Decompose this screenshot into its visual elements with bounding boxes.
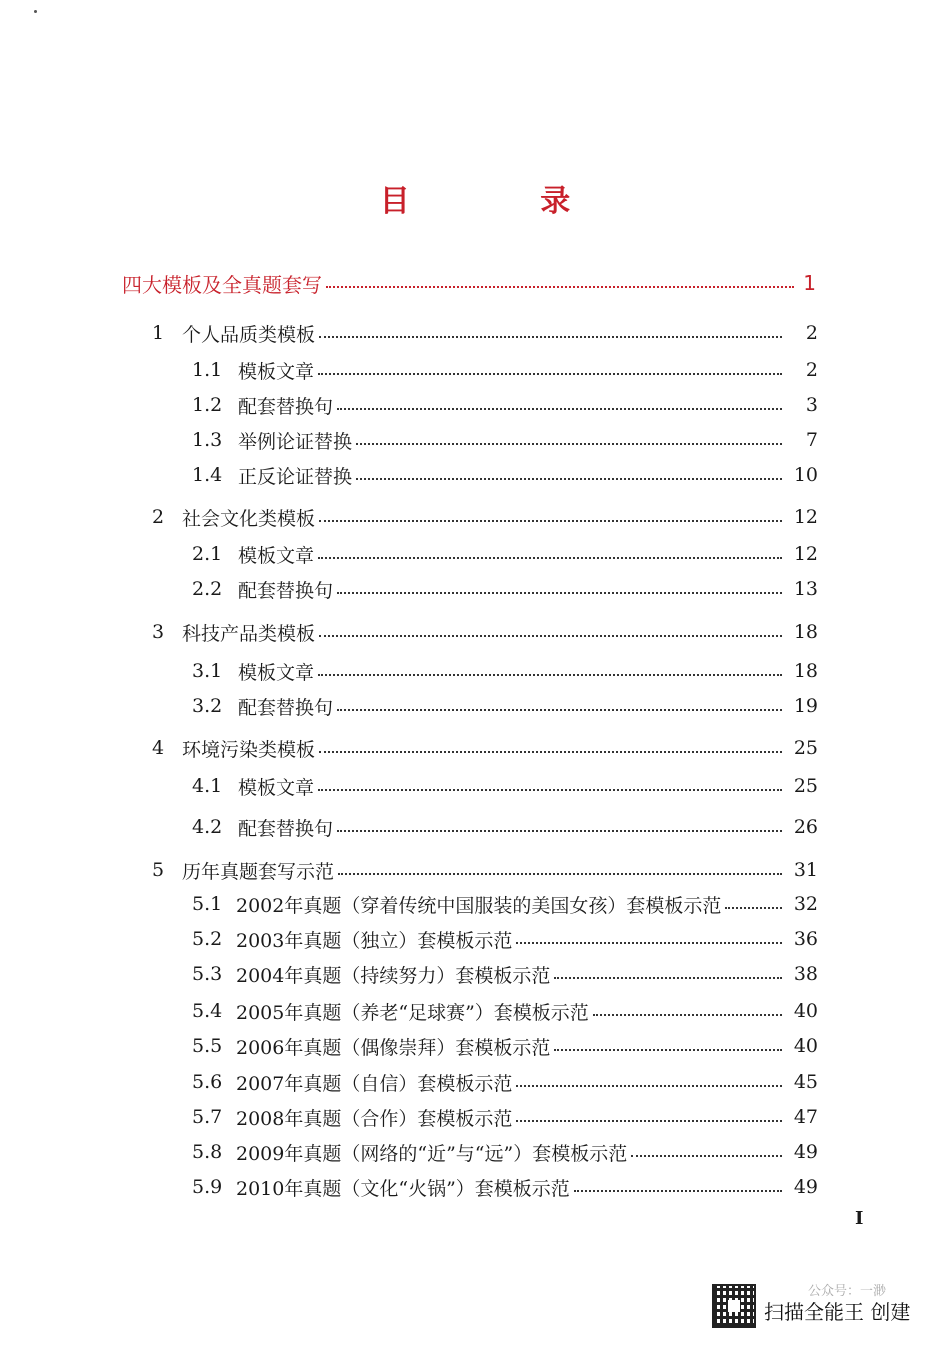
toc-section-entry[interactable] bbox=[192, 1102, 818, 1132]
toc-section-page: 3 bbox=[805, 394, 818, 416]
toc-leader-dots bbox=[318, 371, 782, 375]
toc-section-entry[interactable] bbox=[192, 1067, 818, 1097]
toc-chapter-page: 12 bbox=[793, 506, 818, 528]
toc-section-entry[interactable] bbox=[192, 996, 818, 1026]
toc-section-number: 5.6 bbox=[192, 1071, 223, 1093]
toc-section-number: 4.2 bbox=[192, 816, 223, 838]
toc-section-label: 2006年真题（偶像崇拜）套模板示范 bbox=[236, 1036, 551, 1059]
toc-part-label: 四大模板及全真题套写 bbox=[122, 272, 322, 297]
toc-section-page: 10 bbox=[793, 464, 818, 486]
toc-leader-dots bbox=[319, 518, 782, 522]
toc-chapter-number: 1 bbox=[152, 322, 165, 344]
toc-chapter-number: 2 bbox=[152, 506, 165, 528]
toc-section-label: 模板文章 bbox=[238, 776, 315, 799]
toc-leader-dots bbox=[338, 871, 782, 875]
toc-section-entry[interactable] bbox=[192, 959, 818, 989]
toc-part-page: 1 bbox=[803, 271, 816, 295]
toc-section-page: 7 bbox=[805, 429, 818, 451]
toc-section-page: 47 bbox=[793, 1106, 818, 1128]
toc-section-label: 模板文章 bbox=[238, 360, 315, 383]
toc-section-label: 举例论证替换 bbox=[238, 430, 353, 453]
toc-section-label: 2009年真题（网络的“近”与“远”）套模板示范 bbox=[236, 1142, 628, 1165]
toc-section-label: 正反论证替换 bbox=[238, 465, 353, 488]
toc-section-number: 4.1 bbox=[192, 775, 223, 797]
toc-section-page: 38 bbox=[793, 963, 818, 985]
toc-leader-dots bbox=[516, 1118, 782, 1122]
toc-leader-dots bbox=[554, 1047, 782, 1051]
toc-section-label: 2002年真题（穿着传统中国服装的美国女孩）套模板示范 bbox=[236, 894, 722, 917]
toc-chapter-label: 历年真题套写示范 bbox=[182, 860, 335, 883]
toc-section-number: 5.2 bbox=[192, 928, 223, 950]
toc-section-entry[interactable] bbox=[192, 656, 818, 686]
toc-section-page: 40 bbox=[793, 1035, 818, 1057]
toc-section-number: 5.1 bbox=[192, 893, 223, 915]
toc-section-label: 2005年真题（养老“足球赛”）套模板示范 bbox=[236, 1001, 589, 1024]
toc-leader-dots bbox=[593, 1012, 782, 1016]
toc-chapter-entry[interactable] bbox=[152, 318, 818, 348]
toc-section-number: 5.5 bbox=[192, 1035, 223, 1057]
toc-section-number: 1.1 bbox=[192, 359, 223, 381]
toc-section-entry[interactable] bbox=[192, 539, 818, 569]
toc-chapter-entry[interactable] bbox=[152, 617, 818, 647]
toc-section-entry[interactable] bbox=[192, 460, 818, 490]
toc-section-entry[interactable] bbox=[192, 889, 818, 919]
toc-section-number: 5.4 bbox=[192, 1000, 223, 1022]
toc-leader-dots bbox=[554, 975, 782, 979]
toc-section-page: 19 bbox=[793, 695, 818, 717]
page-number: I bbox=[855, 1208, 864, 1229]
toc-section-number: 5.9 bbox=[192, 1176, 223, 1198]
toc-section-label: 配套替换句 bbox=[238, 817, 334, 840]
toc-chapter-label: 个人品质类模板 bbox=[182, 323, 316, 346]
toc-section-number: 5.8 bbox=[192, 1141, 223, 1163]
toc-section-page: 12 bbox=[793, 543, 818, 565]
toc-section-page: 49 bbox=[793, 1176, 818, 1198]
toc-leader-dots bbox=[337, 707, 782, 711]
toc-section-page: 49 bbox=[793, 1141, 818, 1163]
toc-section-label: 2003年真题（独立）套模板示范 bbox=[236, 929, 513, 952]
toc-leader-dots bbox=[337, 406, 782, 410]
toc-chapter-entry[interactable] bbox=[152, 733, 818, 763]
toc-chapter-label: 环境污染类模板 bbox=[182, 738, 316, 761]
toc-section-number: 1.4 bbox=[192, 464, 223, 486]
toc-section-page: 32 bbox=[793, 893, 818, 915]
toc-leader-dots bbox=[318, 555, 782, 559]
toc-leader-dots bbox=[318, 787, 782, 791]
toc-section-number: 5.3 bbox=[192, 963, 223, 985]
toc-leader-dots bbox=[326, 284, 794, 288]
toc-leader-dots bbox=[319, 334, 782, 338]
toc-leader-dots bbox=[337, 590, 782, 594]
toc-section-label: 2007年真题（自信）套模板示范 bbox=[236, 1072, 513, 1095]
toc-section-entry[interactable] bbox=[192, 574, 818, 604]
toc-section-entry[interactable] bbox=[192, 1137, 818, 1167]
toc-section-page: 2 bbox=[805, 359, 818, 381]
toc-chapter-entry[interactable] bbox=[152, 855, 818, 885]
toc-section-entry[interactable] bbox=[192, 1031, 818, 1061]
toc-section-page: 13 bbox=[793, 578, 818, 600]
page-title: 目 录 bbox=[379, 184, 631, 219]
toc-leader-dots bbox=[516, 1083, 782, 1087]
toc-chapter-page: 18 bbox=[793, 621, 818, 643]
toc-section-number: 3.1 bbox=[192, 660, 223, 682]
toc-leader-dots bbox=[337, 828, 782, 832]
toc-section-number: 2.1 bbox=[192, 543, 223, 565]
toc-section-label: 配套替换句 bbox=[238, 579, 334, 602]
toc-section-number: 2.2 bbox=[192, 578, 223, 600]
watermark-text: 公众号：一渺 bbox=[808, 1284, 887, 1299]
toc-chapter-page: 2 bbox=[805, 322, 818, 344]
toc-section-page: 25 bbox=[793, 775, 818, 797]
toc-section-label: 2010年真题（文化“火锅”）套模板示范 bbox=[236, 1177, 570, 1200]
toc-section-page: 36 bbox=[793, 928, 818, 950]
scanner-footer bbox=[712, 1282, 932, 1332]
toc-section-label: 模板文章 bbox=[238, 544, 315, 567]
toc-chapter-label: 科技产品类模板 bbox=[182, 622, 316, 645]
toc-leader-dots bbox=[631, 1153, 782, 1157]
toc-section-page: 40 bbox=[793, 1000, 818, 1022]
toc-part-entry[interactable] bbox=[122, 268, 816, 298]
toc-leader-dots bbox=[318, 672, 782, 676]
toc-section-page: 26 bbox=[793, 816, 818, 838]
toc-leader-dots bbox=[356, 476, 782, 480]
toc-leader-dots bbox=[516, 940, 782, 944]
corner-mark bbox=[34, 10, 37, 13]
toc-leader-dots bbox=[319, 633, 782, 637]
toc-section-number: 1.3 bbox=[192, 429, 223, 451]
toc-section-number: 5.7 bbox=[192, 1106, 223, 1128]
toc-section-label: 模板文章 bbox=[238, 661, 315, 684]
toc-chapter-label: 社会文化类模板 bbox=[182, 507, 316, 530]
toc-chapter-page: 25 bbox=[793, 737, 818, 759]
toc-section-page: 45 bbox=[793, 1071, 818, 1093]
toc-chapter-number: 4 bbox=[152, 737, 165, 759]
toc-section-entry[interactable] bbox=[192, 771, 818, 801]
toc-leader-dots bbox=[356, 441, 782, 445]
toc-section-label: 2008年真题（合作）套模板示范 bbox=[236, 1107, 513, 1130]
toc-section-entry[interactable] bbox=[192, 1172, 818, 1202]
toc-chapter-number: 5 bbox=[152, 859, 165, 881]
toc-section-label: 2004年真题（持续努力）套模板示范 bbox=[236, 964, 551, 987]
toc-chapter-entry[interactable] bbox=[152, 502, 818, 532]
toc-chapter-number: 3 bbox=[152, 621, 165, 643]
toc-section-number: 1.2 bbox=[192, 394, 223, 416]
toc-section-entry[interactable] bbox=[192, 924, 818, 954]
toc-section-label: 配套替换句 bbox=[238, 395, 334, 418]
toc-section-entry[interactable] bbox=[192, 425, 818, 455]
toc-leader-dots bbox=[574, 1188, 782, 1192]
toc-leader-dots bbox=[319, 749, 782, 753]
toc-section-entry[interactable] bbox=[192, 390, 818, 420]
toc-chapter-page: 31 bbox=[793, 859, 818, 881]
toc-section-label: 配套替换句 bbox=[238, 696, 334, 719]
toc-leader-dots bbox=[725, 905, 782, 909]
scanner-app-name: 扫描全能王 创建 bbox=[764, 1300, 911, 1324]
toc-section-entry[interactable] bbox=[192, 812, 818, 842]
toc-section-entry[interactable] bbox=[192, 691, 818, 721]
toc-section-entry[interactable] bbox=[192, 355, 818, 385]
toc-section-page: 18 bbox=[793, 660, 818, 682]
qr-code-icon bbox=[712, 1284, 756, 1328]
toc-section-number: 3.2 bbox=[192, 695, 223, 717]
